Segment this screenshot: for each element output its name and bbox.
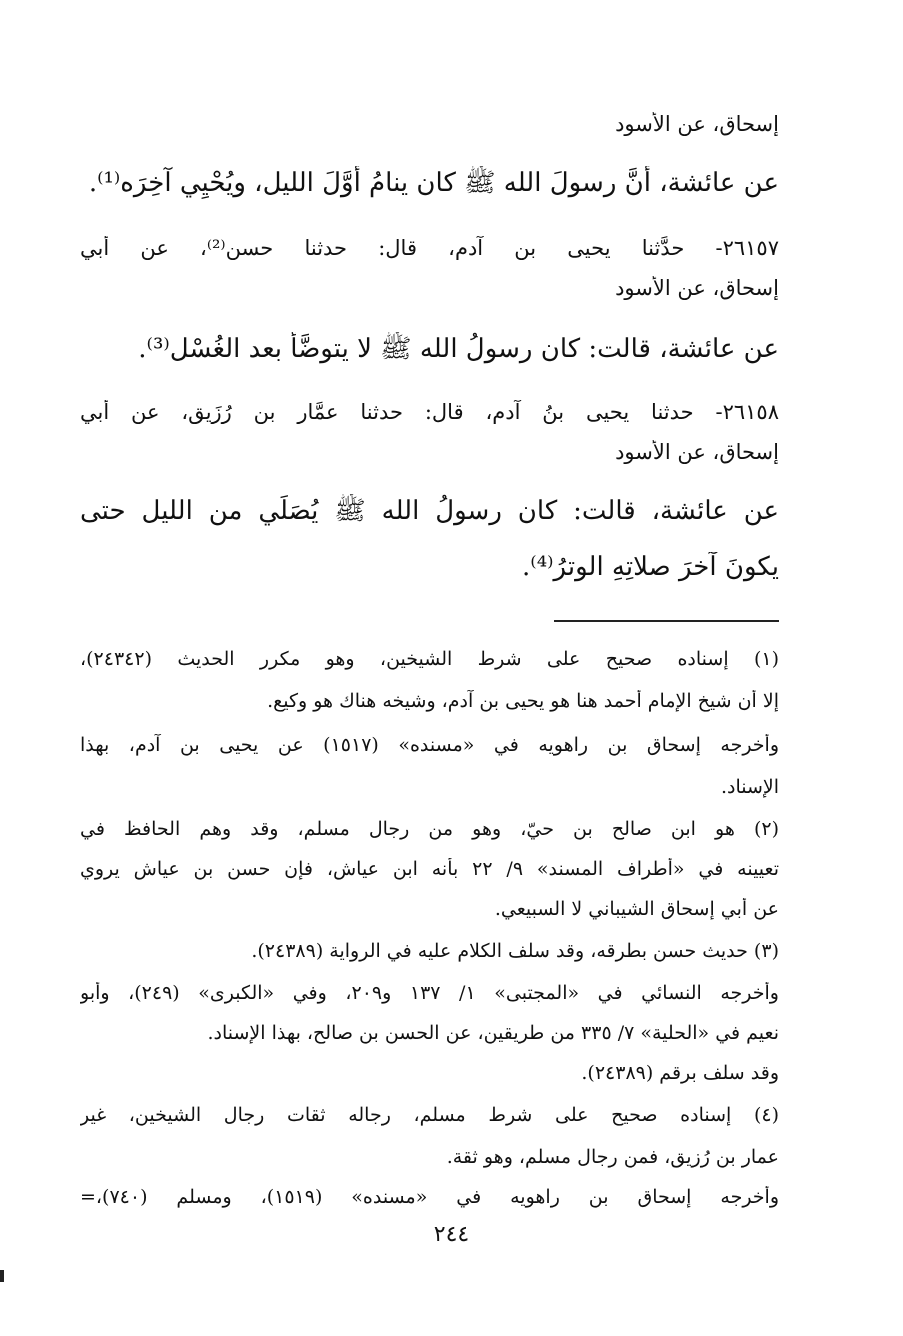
footnote-line: تعيينه في «أطراف المسند» ٩/ ٢٢ بأنه ابن عياش، فإن حسن بن عياش يروي [80, 858, 779, 880]
footnote-line: وأخرجه إسحاق بن راهويه في «مسنده» (١٥١٩)، ومسلم (٧٤٠)،= [80, 1186, 779, 1208]
footnote-line: إلا أن شيخ الإمام أحمد هنا هو يحيى بن آدم، وشيخه هناك هو وكيع. [267, 690, 779, 712]
hadith-line: عن عائشة، قالت: كان رسولُ الله ﷺ لا يتوضَّأُ بعد الغُسْل⁽³⁾. [138, 334, 779, 364]
footnote-line: عن أبي إسحاق الشيباني لا السبيعي. [494, 898, 779, 920]
chain-line: إسحاق، عن الأسود [615, 440, 779, 464]
footnote-line: وأخرجه إسحاق بن راهويه في «مسنده» (١٥١٧) عن يحيى بن آدم، بهذا [80, 734, 779, 756]
footnote-line: (٢) هو ابن صالح بن حيّ، وهو من رجال مسلم، وقد وهم الحافظ في [80, 818, 779, 840]
footnote-line: (٤) إسناده صحيح على شرط مسلم، رجاله ثقات رجال الشيخين، غير [80, 1104, 779, 1126]
chain-line: إسحاق، عن الأسود [615, 112, 779, 136]
footnote-line: وقد سلف برقم (٢٤٣٨٩). [581, 1062, 779, 1084]
hadith-line: يكونَ آخرَ صلاتِهِ الوترُ⁽⁴⁾. [522, 552, 779, 582]
scan-edge-mark [0, 1270, 4, 1282]
page-number: ٢٤٤ [433, 1222, 470, 1247]
footnote-line: وأخرجه النسائي في «المجتبى» ١/ ١٣٧ و٢٠٩، وفي «الكبرى» (٢٤٩)، وأبو [80, 982, 779, 1004]
chain-line: ٢٦١٥٨- حدثنا يحيى بنُ آدم، قال: حدثنا عمَّار بن رُزَيق، عن أبي [80, 400, 779, 424]
hadith-line: عن عائشة، قالت: كان رسولُ الله ﷺ يُصَلِّي من الليل حتى [80, 496, 779, 526]
chain-line: ٢٦١٥٧- حدَّثنا يحيى بن آدم، قال: حدثنا حسن⁽²⁾، عن أبي [80, 236, 779, 260]
footnote-separator [554, 620, 779, 622]
footnote-line: نعيم في «الحلية» ٧/ ٣٣٥ من طريقين، عن الحسن بن صالح، بهذا الإسناد. [207, 1022, 779, 1044]
chain-line: إسحاق، عن الأسود [615, 276, 779, 300]
footnote-line: الإسناد. [720, 776, 779, 798]
footnote-line: عمار بن رُزيق، فمن رجال مسلم، وهو ثقة. [446, 1146, 779, 1168]
footnote-line: (١) إسناده صحيح على شرط الشيخين، وهو مكرر الحديث (٢٤٣٤٢)، [80, 648, 779, 670]
footnote-line: (٣) حديث حسن بطرقه، وقد سلف الكلام عليه في الرواية (٢٤٣٨٩). [251, 940, 779, 962]
hadith-line: عن عائشة، أنَّ رسولَ الله ﷺ كان ينامُ أَوَّلَ الليل، ويُحْيِي آخِرَه⁽¹⁾. [88, 168, 779, 198]
